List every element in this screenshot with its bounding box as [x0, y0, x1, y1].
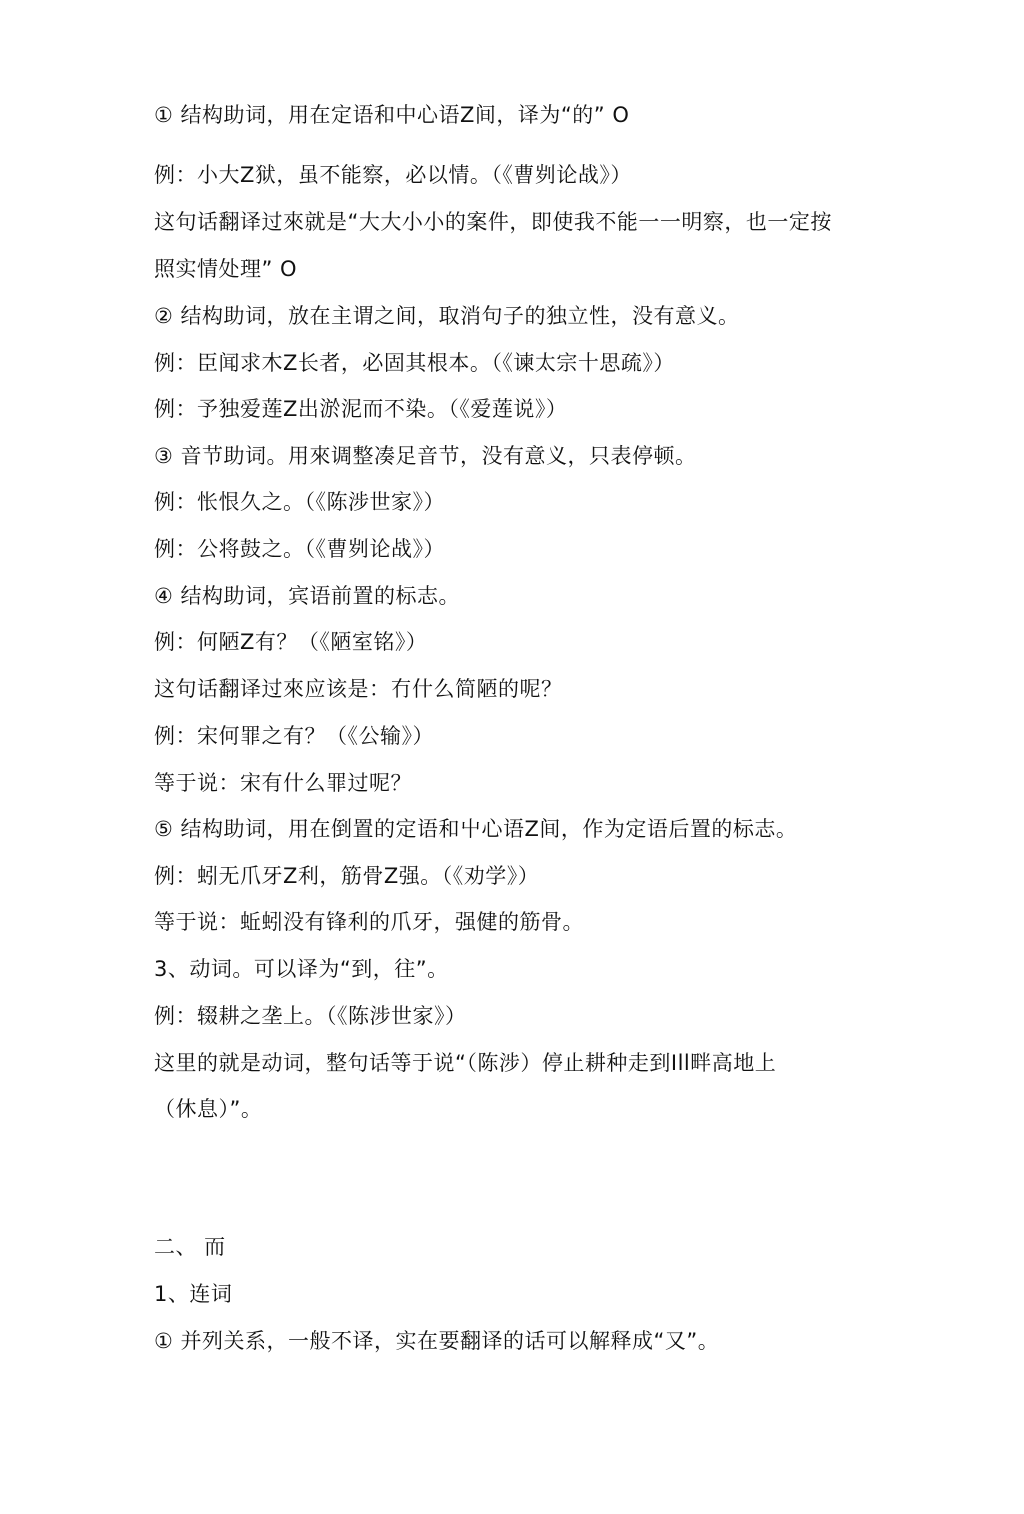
text-line: ① 并列关系，一般不译，实在要翻译的话可以解释成“又”。	[154, 1329, 720, 1353]
section-heading: 二、 而	[154, 1235, 226, 1259]
text-line: 例：予独爱莲Z出淤泥而不染。（《爱莲说》）	[154, 397, 568, 421]
text-line: 例：蚓无爪牙Z利，筋骨Z强。（《劝学》）	[154, 864, 540, 888]
text-line: 这里的就是动词，整句话等于说“（陈涉）停止耕种走到Ill畔高地上	[154, 1051, 777, 1075]
text-line: 例：怅恨久之。（《陈涉世家》）	[154, 490, 445, 514]
text-line: （休息）”。	[154, 1097, 263, 1121]
text-line: ⑤ 结构助词，用在倒置的定语和屮心语Z间，作为定语后置的标志。	[154, 817, 798, 841]
text-line: 3、动词。可以译为“到，往”。	[154, 957, 449, 981]
text-line: 例：臣闻求木Z长者，必固其根本。（《谏太宗十思疏》）	[154, 351, 675, 375]
text-line: 等于说：宋有什么罪过呢？	[154, 771, 412, 795]
text-line: 例：小大Z狱，虽不能察，必以情。（《曹刿论战》）	[154, 163, 632, 187]
text-line: ④ 结构助词，宾语前置的标志。	[154, 584, 461, 608]
text-line: ③ 音节助词。用來调整凑足音节，没有意义，只表停顿。	[154, 444, 697, 468]
text-line: 这句话翻译过來就是“大大小小的案件，即使我不能一一明察，也一定按	[154, 210, 832, 234]
text-line: ① 结构助词，用在定语和中心语Z间，译为“的” O	[154, 103, 630, 127]
text-line: 例：宋何罪之有？（《公输》）	[154, 724, 434, 748]
text-line: 例：辍耕之垄上。（《陈涉世家》）	[154, 1004, 467, 1028]
subsection-heading: 1、连词	[154, 1282, 233, 1306]
text-line: 这句话翻译过來应该是：冇什么简陋的呢？	[154, 677, 563, 701]
text-line: ② 结构助词，放在主谓之间，取消句子的独立性，没有意义。	[154, 304, 740, 328]
text-line: 例：何陋Z有？（《陋室铭》）	[154, 630, 428, 654]
text-line: 照实情处理” O	[154, 257, 298, 281]
text-line: 等于说：蚯蚓没有锋利的爪牙，强健的筋骨。	[154, 910, 584, 934]
text-line: 例：公将鼓之。（《曹刿论战》）	[154, 537, 445, 561]
